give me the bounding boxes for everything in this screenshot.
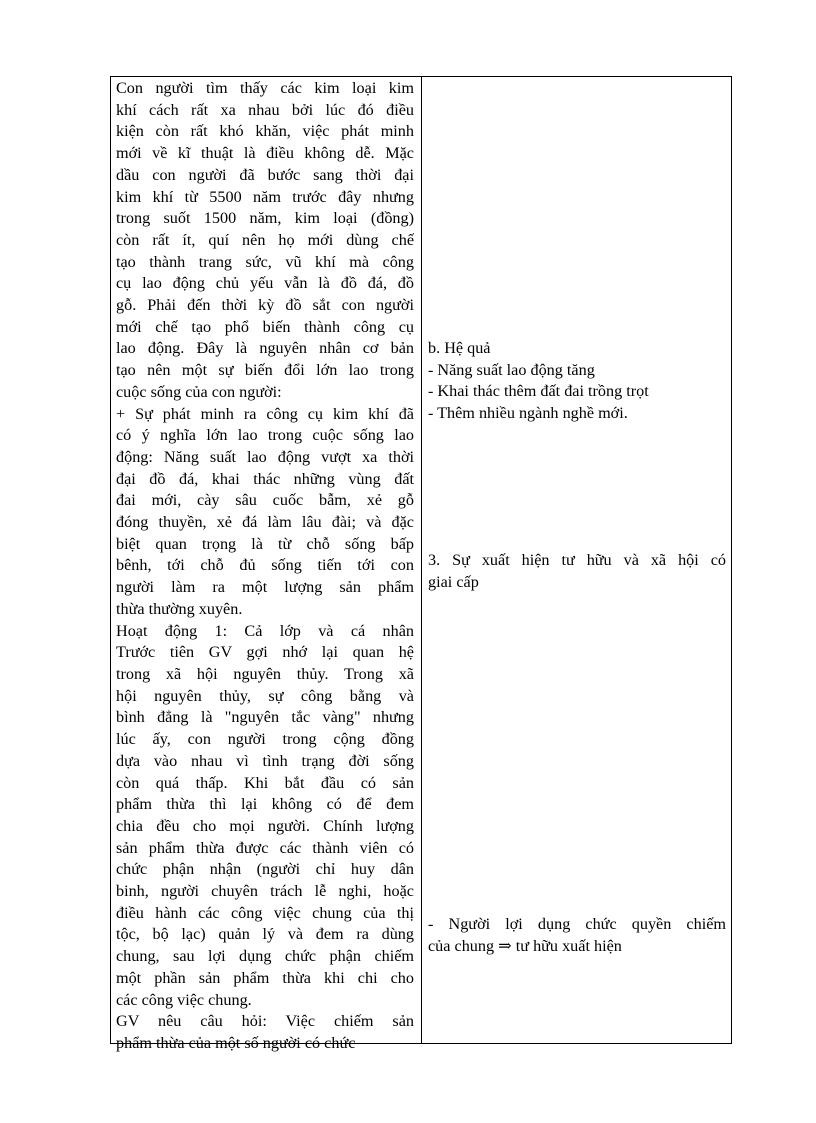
left-column-text [116, 78, 414, 1055]
text-line: chia đều cho mọi người. Chính lượng [116, 816, 414, 835]
text-line: còn quá thấp. Khi bắt đầu có sản [116, 773, 414, 792]
consequence-item: - Năng suất lao động tăng [428, 360, 595, 379]
consequence-block [428, 338, 726, 425]
text-line: binh, người chuyên trách lễ nghi, hoặc [116, 882, 414, 901]
text-line: điều hành các công việc chung của thị [116, 903, 414, 922]
text-line: dựa vào nhau vì tình trạng đời sống [116, 751, 414, 770]
text-line: chức phận nhận (người chỉ huy dân [116, 860, 414, 879]
private-property-text: tư hữu xuất hiện [515, 936, 622, 955]
text-line: lao động. Đây là nguyên nhân cơ bản [116, 339, 414, 358]
text-line: biệt quan trọng là từ chỗ sống bấp [116, 534, 414, 553]
text-line: + Sự phát minh ra công cụ kim khí đã [116, 404, 414, 423]
text-line: động: Năng suất lao động vượt xa thời [116, 447, 414, 466]
text-line: dầu con người đã bước sang thời đại [116, 165, 414, 184]
text-line: mới về kĩ thuật là điều không dễ. Mặc [116, 144, 414, 163]
text-line: đóng thuyền, xẻ đá làm lâu đài; và đặc [116, 513, 414, 532]
text-line: kim khí từ 5500 năm trước đây nhưng [116, 187, 414, 206]
text-line: tộc, bộ lạc) quản lý và đem ra dùng [116, 925, 414, 944]
text-line: tạo nên một sự biến đổi lớn lao trong [116, 361, 414, 380]
text-line: Hoạt động 1: Cả lớp và cá nhân [116, 621, 414, 640]
text-line: Con người tìm thấy các kim loại kim [116, 79, 414, 97]
column-divider [421, 76, 422, 1044]
consequence-item: - Thêm nhiều ngành nghề mới. [428, 404, 628, 423]
text-line: phẩm thừa của một số người có chức [116, 1033, 356, 1052]
text-line: các công việc chung. [116, 990, 252, 1009]
text-line: Trước tiên GV gợi nhớ lại quan hệ [116, 643, 414, 662]
text-line: lúc ấy, con người trong cộng đồng [116, 730, 414, 749]
section3-line: giai cấp [428, 572, 479, 591]
text-line: cụ lao động chủ yếu vẫn là đồ đá, đồ [116, 274, 414, 293]
text-line: đai mới, cày sâu cuốc bẫm, xẻ gỗ [116, 491, 414, 510]
private-property-line [428, 936, 726, 958]
consequence-item: - Khai thác thêm đất đai trồng trọt [428, 382, 649, 401]
private-property-block [428, 914, 726, 957]
text-line: phẩm thừa thì lại không có để đem [116, 795, 414, 814]
text-line: người làm ra một lượng sản phẩm [116, 578, 414, 597]
text-line: hội nguyên thủy, sự công bằng và [116, 686, 414, 705]
text-line: sản phẩm thừa được các thành viên có [116, 838, 414, 857]
text-line: một phần sản phẩm thừa khi chi cho [116, 968, 414, 987]
section3-line: 3. Sự xuất hiện tư hữu và xã hội có [428, 551, 726, 569]
text-line: trong xã hội nguyên thủy. Trong xã [116, 664, 414, 683]
section3-heading [428, 550, 726, 593]
private-property-line: - Người lợi dụng chức quyền chiếm [428, 915, 726, 933]
text-line: chung, sau lợi dụng chức phận chiếm [116, 947, 414, 966]
text-line: còn rất ít, quí nên họ mới dùng chế [116, 230, 414, 249]
text-line: kiện còn rất khó khăn, việc phát minh [116, 122, 414, 141]
consequence-heading: b. Hệ quả [428, 339, 491, 357]
text-line: GV nêu câu hỏi: Việc chiếm sản [116, 1012, 414, 1031]
text-line: mới chế tạo phổ biến thành công cụ [116, 317, 414, 336]
text-line: cuộc sống của con người: [116, 382, 282, 401]
text-line: có ý nghĩa lớn lao trong cuộc sống lao [116, 426, 414, 445]
implies-arrow-icon: ⇒ [498, 936, 512, 955]
text-line: thừa thường xuyên. [116, 599, 243, 618]
text-line: khí cách rất xa nhau bởi lúc đó điều [116, 100, 414, 119]
text-line: đại đồ đá, khai thác những vùng đất [116, 469, 414, 488]
private-property-text: của chung [428, 936, 495, 955]
text-line: gỗ. Phải đến thời kỳ đồ sắt con người [116, 296, 414, 315]
text-line: tạo thành trang sức, vũ khí mà công [116, 252, 414, 271]
text-line: bênh, tới chỗ đủ sống tiến tới con [116, 556, 414, 575]
text-line: trong suốt 1500 năm, kim loại (đồng) [116, 209, 414, 228]
text-line: bình đẳng là "nguyên tắc vàng" nhưng [116, 708, 414, 727]
